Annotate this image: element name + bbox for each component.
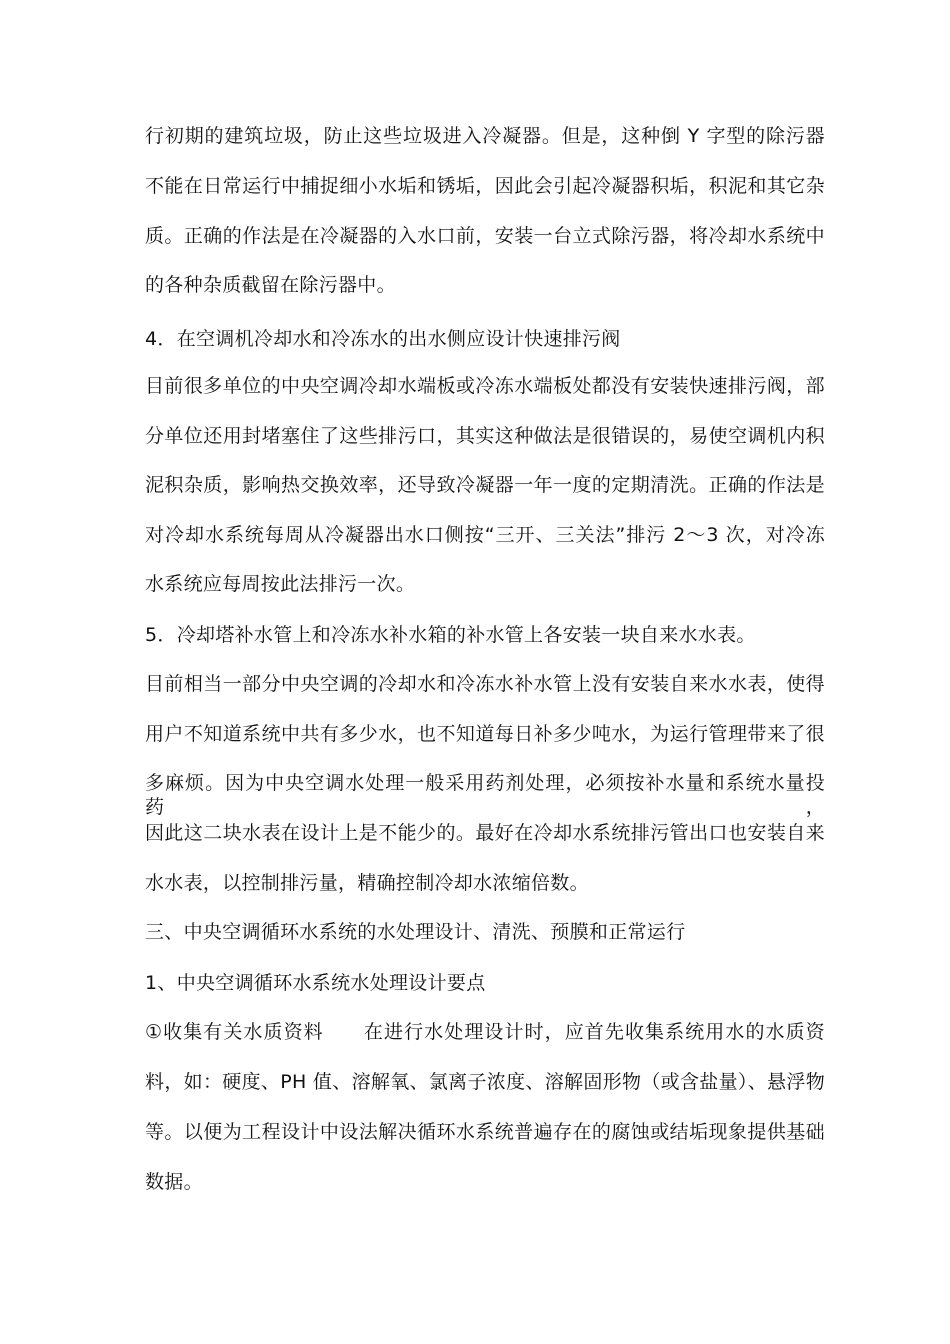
chapter-heading: 三、中央空调循环水系统的水处理设计、清洗、预膜和正常运行 xyxy=(145,921,686,943)
text-line: 质。正确的作法是在冷凝器的入水口前，安装一台立式除污器，将冷却水系统中 xyxy=(145,225,825,247)
subsection-heading: 1、中央空调循环水系统水处理设计要点 xyxy=(145,972,486,994)
section-heading: 4．在空调机冷却水和冷冻水的出水侧应设计快速排污阀 xyxy=(145,328,621,350)
text-line: 不能在日常运行中捕捉细小水垢和锈垢，因此会引起冷凝器积垢，积泥和其它杂 xyxy=(145,175,825,197)
section-heading: 5．冷却塔补水管上和冷冻水补水箱的补水管上各安装一块自来水水表。 xyxy=(145,624,756,646)
text-line: 的各种杂质截留在除污器中。 xyxy=(145,274,396,296)
text-line: 因此这二块水表在设计上是不能少的。最好在冷却水系统排污管出口也安装自来 xyxy=(145,822,825,844)
text-line: 行初期的建筑垃圾，防止这些垃圾进入冷凝器。但是，这种倒 Y 字型的除污器 xyxy=(145,125,825,147)
text-line: ①收集有关水质资料 在进行水处理设计时，应首先收集系统用水的水质资 xyxy=(145,1021,825,1043)
text-line: 数据。 xyxy=(145,1171,203,1193)
text-line: 用户不知道系统中共有多少水，也不知道每日补多少吨水，为运行管理带来了很 xyxy=(145,723,825,745)
text-line: 对冷却水系统每周从冷凝器出水口侧按“三开、三关法”排污 2～3 次，对冷冻 xyxy=(145,524,825,546)
text-line: 多麻烦。因为中央空调水处理一般采用药剂处理，必须按补水量和系统水量投药， xyxy=(145,772,825,818)
text-line: 目前很多单位的中央空调冷却水端板或冷冻水端板处都没有安装快速排污阀，部 xyxy=(145,375,825,397)
text-line: 水水表，以控制排污量，精确控制冷却水浓缩倍数。 xyxy=(145,872,589,894)
text-line: 分单位还用封堵塞住了这些排污口，其实这种做法是很错误的，易使空调机内积 xyxy=(145,425,825,447)
text-line: 目前相当一部分中央空调的冷却水和冷冻水补水管上没有安装自来水水表，使得 xyxy=(145,673,825,695)
text-line: 水系统应每周按此法排污一次。 xyxy=(145,573,416,595)
text-line: 等。以便为工程设计中设法解决循环水系统普遍存在的腐蚀或结垢现象提供基础 xyxy=(145,1121,825,1143)
text-line: 泥积杂质，影响热交换效率，还导致冷凝器一年一度的定期清洗。正确的作法是 xyxy=(145,474,825,496)
text-line: 料，如：硬度、PH 值、溶解氧、氯离子浓度、溶解固形物（或含盐量）、悬浮物 xyxy=(145,1071,825,1093)
